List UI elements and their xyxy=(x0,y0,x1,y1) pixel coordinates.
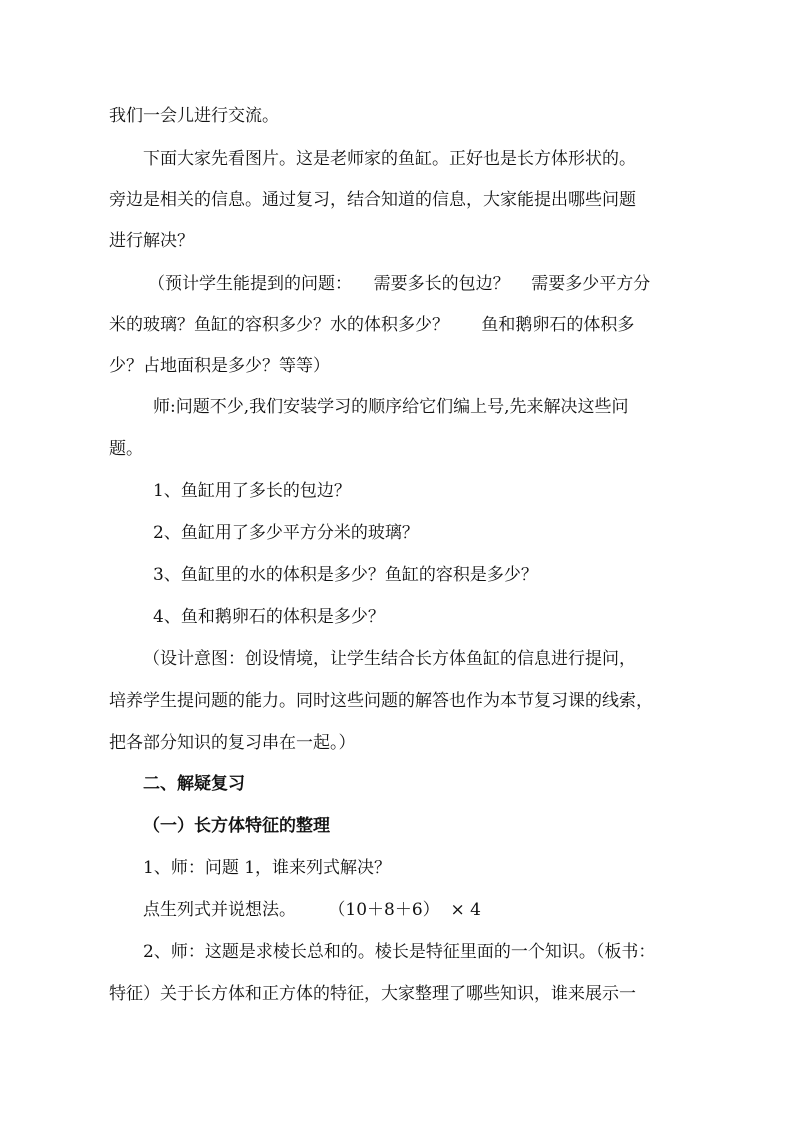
paragraph-line-21: 2、师：这题是求棱长总和的。棱长是特征里面的一个知识。（板书： xyxy=(143,942,656,962)
design-intent-line-1: （设计意图：创设情境，让学生结合长方体鱼缸的信息进行提问， xyxy=(143,649,636,669)
subsection-heading: （一）长方体特征的整理 xyxy=(143,816,330,836)
paragraph-line-2: 下面大家先看图片。这是老师家的鱼缸。正好也是长方体形状的。 xyxy=(143,149,636,169)
list-item-4: 4、鱼和鹅卵石的体积是多少？ xyxy=(153,607,385,627)
paragraph-line-3: 旁边是相关的信息。通过复习，结合知道的信息，大家能提出哪些问题 xyxy=(109,190,636,210)
paragraph-line-22: 特征）关于长方体和正方体的特征，大家整理了哪些知识，谁来展示一 xyxy=(109,984,636,1004)
paragraph-line-8: 师:问题不少,我们安装学习的顺序给它们编上号,先来解决这些问 xyxy=(153,397,629,417)
list-item-1: 1、鱼缸用了多长的包边？ xyxy=(153,481,351,501)
teacher-question-line: 1、师：问题 1，谁来列式解决？ xyxy=(143,858,392,878)
list-item-3: 3、鱼缸里的水的体积是多少？鱼缸的容积是多少？ xyxy=(153,565,538,585)
list-item-2: 2、鱼缸用了多少平方分米的玻璃？ xyxy=(153,523,419,543)
paragraph-line-5: （预计学生能提到的问题： 需要多长的包边？ 需要多少平方分 xyxy=(148,274,651,294)
paragraph-line-1: 我们一会儿进行交流。 xyxy=(109,106,279,126)
formula-line: 点生列式并说想法。 （10＋8＋6） × 4 xyxy=(143,900,481,920)
section-heading: 二、解疑复习 xyxy=(143,774,245,794)
paragraph-line-9: 题。 xyxy=(109,439,143,459)
paragraph-line-6: 米的玻璃？鱼缸的容积多少？水的体积多少？ 鱼和鹅卵石的体积多 xyxy=(109,315,635,335)
design-intent-line-3: 把各部分知识的复习串在一起。） xyxy=(109,733,356,753)
design-intent-line-2: 培养学生提问题的能力。同时这些问题的解答也作为本节复习课的线索， xyxy=(109,691,653,711)
paragraph-line-7: 少？占地面积是多少？等等） xyxy=(109,356,330,376)
paragraph-line-4: 进行解决？ xyxy=(109,231,194,251)
